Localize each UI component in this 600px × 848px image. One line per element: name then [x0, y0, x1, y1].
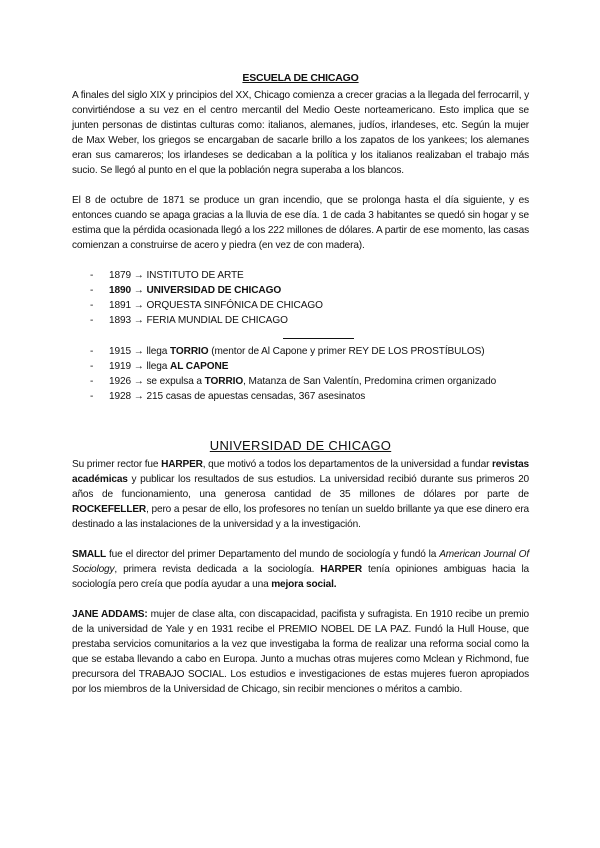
list-item: - 1879 → INSTITUTO DE ARTE — [90, 270, 244, 281]
timeline-list — [72, 268, 529, 328]
list-item: - 1915 → llega TORRIO (mentor de Al Capone y primer REY DE LOS PROSTÍBULOS) — [90, 346, 485, 357]
small-paragraph: SMALL fue el director del primer Departamento del mundo de sociología y fundó la American Journal Of Sociology, primera revista dedicada a la sociología. HARPER tenía opiniones ambiguas hacia la sociología pero creía que podía ayudar a una mejora social. — [72, 549, 529, 590]
list-item: - 1891 → ORQUESTA SINFÓNICA DE CHICAGO — [90, 300, 323, 311]
document-page — [72, 72, 529, 697]
timeline-list-2 — [72, 344, 529, 404]
list-item: - 1926 → se expulsa a TORRIO, Matanza de San Valentín, Predomina crimen organizado — [90, 376, 497, 387]
list-item: - 1928 → 215 casas de apuestas censadas, 367 asesinatos — [90, 391, 366, 402]
list-item: - 1890 → UNIVERSIDAD DE CHICAGO — [90, 285, 282, 296]
list-item: - 1893 → FERIA MUNDIAL DE CHICAGO — [90, 315, 288, 326]
harper-paragraph: Su primer rector fue HARPER, que motivó a todos los departamentos de la universidad a fundar revistas académicas y publicar los resultados de sus estudios. La universidad recibió durante sus primeros 20 años de funcionamiento, una generosa cantidad de 35 millones de dólares por parte de ROCKEFELLER, pero a pesar de ello, los profesores no tenían un sueldo brillante ya que ese dinero era destinado a las instalaciones de la universidad y a la investigación. — [72, 459, 529, 530]
addams-paragraph: JANE ADDAMS: mujer de clase alta, con discapacidad, pacifista y sufragista. En 1910 recibe un premio de la universidad de Yale y en 1931 recibe el PREMIO NOBEL DE LA PAZ. Fundó la Hull House, que prestaba servicios comunitarios a la vez que investigaba la forma de realizar una reforma social como la que se estaba llevando a cabo en Europa. Junto a muchas otras mujeres como Mclean y Richmond, fue precursora del TRABAJO SOCIAL. Los estudios e investigaciones de estas mujeres fueron apropiados por los miembros de la Universidad de Chicago, sin recibir menciones o méritos a cambio. — [72, 609, 529, 695]
section-title: UNIVERSIDAD DE CHICAGO — [209, 438, 392, 453]
separator-line — [72, 328, 529, 344]
fire-paragraph: El 8 de octubre de 1871 se produce un gran incendio, que se prolonga hasta el día siguiente, y es entonces cuando se apaga gracias a la lluvia de ese día. 1 de cada 3 habitantes se quedó sin hogar y se estima que la pérdida ocasionada llegó a los 222 millones de dólares. A partir de ese momento, las casas comienzan a construirse de acero y piedra (en vez de con madera). — [72, 195, 529, 251]
intro-paragraph: A finales del siglo XIX y principios del XX, Chicago comienza a crecer gracias a la llegada del ferrocarril, y convirtiéndose a su vez en el centro mercantil del Medio Oeste norteamericano. Esto implica que se junten personas de distintas culturas como: italianos, alemanes, judíos, irlandeses, etc. Según la mujer de Max Weber, los griegos se encargaban de sacarle brillo a los zapatos de los yankees; los alemanes eran sus camareros; los irlandeses se dedicaban a la política y los italianos realizaban el trabajo más sucio. Se llegó al punto en el que la población negra superaba a los blancos. — [72, 90, 529, 176]
document-title: ESCUELA DE CHICAGO — [242, 72, 359, 84]
list-item: - 1919 → llega AL CAPONE — [90, 361, 229, 372]
